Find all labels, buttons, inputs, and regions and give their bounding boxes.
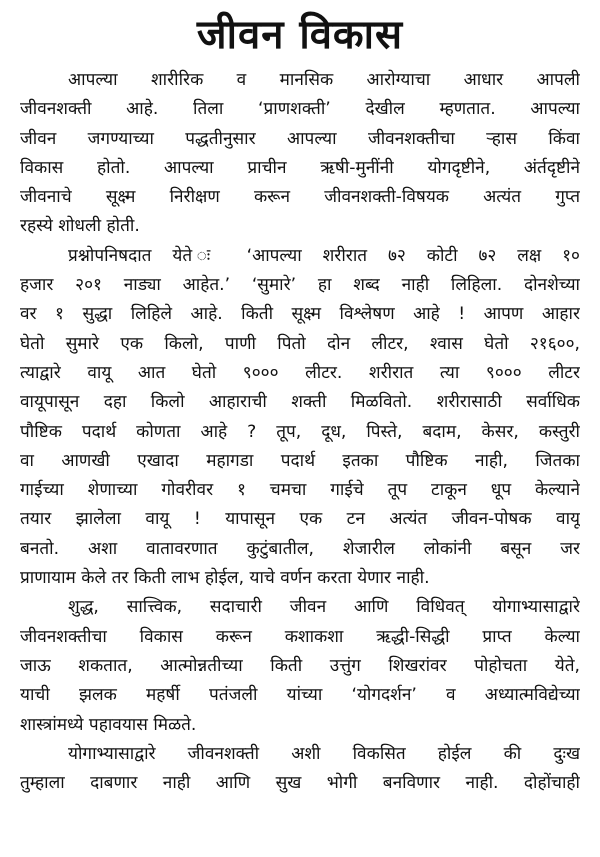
text-line: जीवनशक्तीचा विकास करून कशाकशा ऋद्धी-सिद्धी प्राप्त केल्या (20, 626, 580, 647)
text-line: प्रश्नोपनिषदात येते ः ‘आपल्या शरीरात ७२ कोटी ७२ लक्ष १० (68, 245, 580, 266)
paragraph (20, 242, 580, 594)
text-line: योगाभ्यासाद्वारे जीवनशक्ती अशी विकसित होईल की दुःख (68, 743, 580, 764)
text-line: वा आणखी एखादा महागडा पदार्थ इतका पौष्टिक नाही, जितका (20, 450, 580, 471)
text-line: शुद्ध, सात्त्विक, सदाचारी जीवन आणि विधिवत् योगाभ्यासाद्वारे (68, 597, 580, 618)
text-line: तुम्हाला दाबणार नाही आणि सुख भोगी बनविणार नाही. दोहोंचाही (20, 773, 580, 794)
text-line: तयार झालेला वायू ! यापासून एक टन अत्यंत जीवन-पोषक वायू (20, 509, 580, 530)
text-line: पौष्टिक पदार्थ कोणता आहे ? तूप, दूध, पिस्ते, बदाम, केसर, कस्तुरी (20, 421, 580, 442)
text-line: जीवन जगण्याच्या पद्धतीनुसार आपल्या जीवनशक्तीचा ऱ्हास किंवा (20, 128, 580, 149)
text-line: त्याद्वारे वायू आत घेतो ९००० लीटर. शरीरात त्या ९००० लीटर (20, 362, 580, 383)
text-line: विकास होतो. आपल्या प्राचीन ऋषी-मुनींनी योगदृष्टीने, अंर्तदृष्टीने (20, 157, 580, 178)
text-line: वर १ सुद्धा लिहिले आहे. किती सूक्ष्म विश्लेषण आहे ! आपण आहार (20, 304, 580, 325)
text-line: हजार २०१ नाड्या आहेत.’ ‘सुमारे’ हा शब्द नाही लिहिला. दोनशेच्या (20, 275, 580, 296)
text-line: बनतो. अशा वातावरणात कुटुंबातील, शेजारील लोकांनी बसून जर (20, 538, 580, 559)
text-line: घेतो सुमारे एक किलो, पाणी पितो दोन लीटर, श्वास घेतो २१६००, (20, 333, 580, 354)
text-line: याची झलक महर्षी पतंजली यांच्या ‘योगदर्शन’ व अध्यात्मविद्येच्या (20, 685, 580, 706)
text-line: रहस्ये शोधली होती. (20, 216, 140, 237)
paragraph (20, 593, 580, 739)
text-line: जीवनाचे सूक्ष्म निरीक्षण करून जीवनशक्ती-विषयक अत्यंत गुप्त (20, 187, 580, 208)
text-line: गाईच्या शेणाच्या गोवरीवर १ चमचा गाईचे तूप टाकून धूप केल्याने (20, 480, 580, 501)
text-line: जाऊ शकतात, आत्मोन्नतीच्या किती उत्तुंग शिखरांवर पोहोचता येते, (20, 655, 580, 676)
page-title: जीवन विकास (196, 12, 404, 58)
text-line: वायूपासून दहा किलो आहाराची शक्ती मिळवितो. शरीरासाठी सर्वाधिक (20, 392, 580, 413)
text-line: आपल्या शारीरिक व मानसिक आरोग्याचा आधार आपली (68, 70, 580, 90)
text-line: जीवनशक्ती आहे. तिला ‘प्राणशक्ती’ देखील म्हणतात. आपल्या (20, 99, 580, 120)
article-body (20, 66, 580, 798)
paragraph (20, 740, 580, 799)
text-line: शास्त्रांमध्ये पहावयास मिळते. (20, 714, 197, 735)
text-line: प्राणायाम केले तर किती लाभ होईल, याचे वर्णन करता येणार नाही. (20, 568, 430, 589)
paragraph (20, 66, 580, 242)
